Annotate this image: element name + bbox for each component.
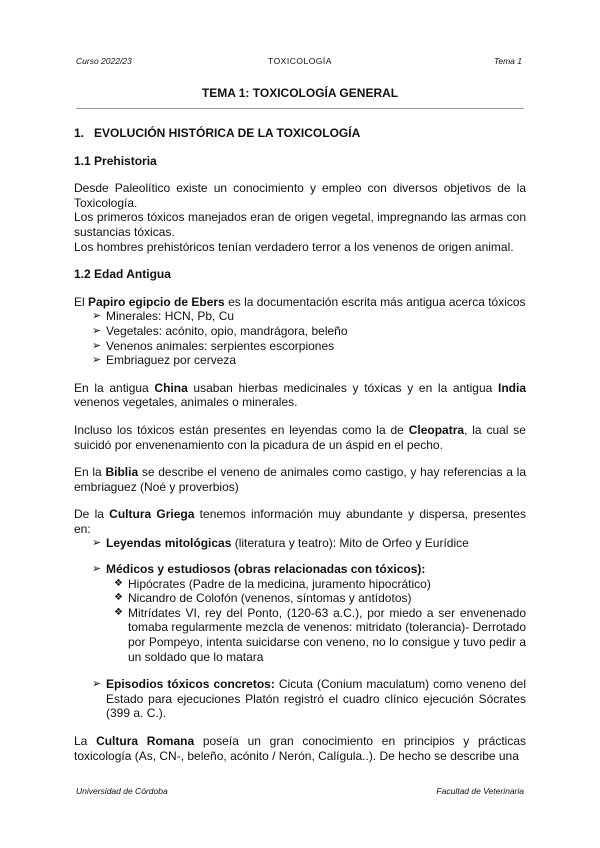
sublist-item: ❖ Mitrídates VI, rey del Ponto, (120-63 a.C.), por miedo a ser envenenado tomaba regularmente mezcla de venenos: mitridato (tolerancia)- Derrotado por Pompeyo, intenta suicidarse con veneno, no lo consigue y tuvo pedir a un soldado que lo matara bbox=[114, 606, 526, 664]
list-item-doctors: ➢ Médicos y estudiosos (obras relacionadas con tóxicos): bbox=[92, 562, 526, 577]
header-topic: Tema 1 bbox=[493, 56, 522, 66]
title-divider bbox=[76, 108, 524, 109]
paragraph-cleopatra: Incluso los tóxicos están presentes en leyendas como la de Cleopatra, la cual se suicidó por envenenamiento con la picadura de un áspid en el pecho. bbox=[74, 422, 526, 452]
footer-faculty: Facultad de Veterinaria bbox=[436, 786, 524, 796]
footer-university: Universidad de Córdoba bbox=[76, 786, 168, 796]
greek-list bbox=[74, 536, 526, 551]
sublist-item: ❖ Hipócrates (Padre de la medicina, juramento hipocrático) bbox=[114, 577, 526, 592]
list-item-episodes: ➢ Episodios tóxicos concretos: Cicuta (Conium maculatum) como veneno del Estado para ejecuciones Platón registró el cuadro clínico ejecución Sócrates (399 a. C.). bbox=[92, 677, 526, 721]
greek-list-doctors bbox=[74, 562, 526, 577]
paragraph-ebers: El Papiro egipcio de Ebers es la documentación escrita más antigua acerca tóxicos bbox=[74, 294, 526, 309]
ebers-list bbox=[74, 309, 526, 367]
document-title: TEMA 1: TOXICOLOGÍA GENERAL bbox=[201, 86, 399, 100]
paragraph-bible: En la Biblia se describe el veneno de animales como castigo, y hay referencias a la embriaguez (Noé y proverbios) bbox=[74, 465, 527, 494]
document-body bbox=[74, 126, 526, 763]
list-item: ➢ Minerales: HCN, Pb, Cu bbox=[92, 309, 526, 324]
list-item: ➢ Embriaguez por cerveza bbox=[92, 353, 526, 368]
paragraph: Desde Paleolítico existe un conocimiento y empleo con diversos objetivos de la Toxicología. bbox=[74, 181, 526, 210]
paragraph: Los hombres prehistóricos tenían verdadero terror a los venenos de origen animal. bbox=[74, 239, 514, 254]
sublist-item: ❖ Nicandro de Colofón (venenos, síntomas y antídotos) bbox=[114, 591, 526, 606]
paragraph-china-india: En la antigua China usaban hierbas medicinales y tóxicas y en la antigua India venenos vegetales, animales o minerales. bbox=[74, 380, 526, 410]
subsection-heading-prehistory: 1.1 Prehistoria bbox=[74, 153, 157, 168]
greek-list-episodes bbox=[74, 677, 526, 721]
section-heading: 1. EVOLUCIÓN HISTÓRICA DE LA TOXICOLOGÍA bbox=[74, 126, 361, 140]
paragraph: Los primeros tóxicos manejados eran de origen vegetal, impregnando las armas con sustancias tóxicas. bbox=[74, 210, 526, 239]
list-item-legends: ➢ Leyendas mitológicas (literatura y teatro): Mito de Orfeo y Eurídice bbox=[92, 536, 526, 551]
header-course: Curso 2022/23 bbox=[76, 56, 132, 66]
list-item: ➢ Vegetales: acónito, opio, mandrágora, beleño bbox=[92, 324, 526, 339]
header-subject: TOXICOLOGÍA bbox=[268, 56, 332, 66]
doctors-sublist bbox=[74, 577, 526, 665]
paragraph-greek: De la Cultura Griega tenemos información muy abundante y dispersa, presentes en: bbox=[74, 507, 526, 536]
paragraph-roman: La Cultura Romana poseía un gran conocimiento en principios y prácticas toxicología (As, CN-, beleño, acónito / Nerón, Calígula..). De hecho se describe una bbox=[74, 734, 526, 763]
list-item: ➢ Venenos animales: serpientes escorpiones bbox=[92, 339, 526, 354]
subsection-heading-antiquity: 1.2 Edad Antigua bbox=[74, 267, 171, 282]
